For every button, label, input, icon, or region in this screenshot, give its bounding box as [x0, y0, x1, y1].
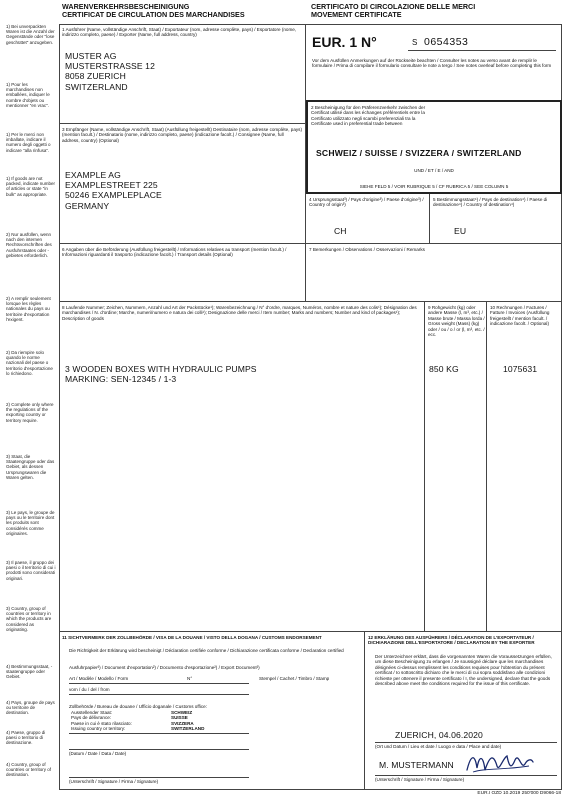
- side-note: 3) Il paese, il gruppo dei paesi o il territorio di cui i prodotti sono considerati originari.: [6, 560, 56, 581]
- consignee-value: EXAMPLE AG EXAMPLESTREET 225 50246 EXAMPLEPLACE GERMANY: [65, 170, 162, 211]
- eur-number-prefix: S: [412, 38, 418, 47]
- side-note: 2) Da riempire solo quando le norme nazionali del paese o territorio d'esportazione lo richiedono.: [6, 350, 53, 376]
- destination-label: 5 Bestimmungsstaat⁴) / Pays de destination⁴) / Paese di destinazione⁴) / Country of destination⁴): [433, 197, 548, 208]
- box-exporter-declaration: [365, 632, 562, 790]
- customs-office-line: [69, 733, 249, 734]
- box-remarks: [306, 244, 562, 302]
- declaration-signature-line: [375, 775, 557, 776]
- preferential-and: UND / ET / E / AND: [414, 168, 454, 173]
- box-exporter: [59, 24, 306, 124]
- customs-export-doc: Ausfuhrpapier²) / Document d'exportation²) / Documento d'esportazione²) / Export Document²): [69, 665, 260, 670]
- customs-office: Zollbehörde / Bureau de douane / Ufficio doganale / Customs office:: [69, 704, 207, 709]
- eur-note: Vor dem Ausfüllen Anmerkungen auf der Rückseite beachten / Consulter les notes au verso avant de remplir le formulaire / Prima di compilare il formulario consultare le note a tergo / See notes overleaf before completing this form: [312, 58, 552, 69]
- side-note: 2) A remplir seulement lorsque les règles nationales du pays ou territoire d'exportation l'exigent.: [6, 296, 51, 322]
- box-gross-weight: [425, 302, 487, 632]
- declaration-place-line: [375, 742, 557, 743]
- customs-date-label: (Datum / Date / Data / Date): [69, 751, 127, 756]
- header-left-title: WARENVERKEHRSBESCHEINIGUNG CERTIFICAT DE CIRCULATION DES MARCHANDISES: [62, 2, 245, 19]
- invoices-value: 1075631: [503, 364, 538, 374]
- customs-issuing-values: SCHWEIZ SUISSE SVIZZERA SWITZERLAND: [171, 710, 205, 732]
- consignee-label: 3 Empfänger (Name, vollständige Anschrift, Staat) (Ausfüllung freigestellt) Destinataire (nom, adresse complète, pays) (mention facult.) / Destinatario (nome, indirizzo completo, paese) (indicazione facolt.) / Consignee (Name, full address, country) (Optional): [62, 127, 303, 143]
- customs-signature-label: (Unterschrift / Signature / Firma / Signature): [69, 779, 159, 784]
- box-invoices: [487, 302, 562, 632]
- side-note: 1) Pour les marchandises non emballées, indiquer le nombre d'objets ou mentionner "en vrac".: [6, 82, 50, 108]
- goods-label: 8 Laufende Nummer; Zeichen, Nummern, Anzahl und Art der Packstücke¹); Warenbezeichnung / N° d'ordre, marques, Numéros, nombre et nature des colis¹); Désignation des marchandises / N. d'ordine; Marche, numeri/numero e natura dei colli¹); Designazione delle merci / Item number; Marks and numbers; Number and kind of packages¹); Description of goods: [62, 305, 417, 321]
- customs-form: Art / Modèle / Modello / Form: [69, 676, 129, 681]
- preferential-value: SCHWEIZ / SUISSE / SVIZZERA / SWITZERLAND: [316, 148, 522, 158]
- customs-issuing-labels: Ausstellender Staat: Pays de délivrance: Paese in cui è stato rilasciato: Issuing country or territory:: [71, 710, 132, 732]
- preferential-footer: SIEHE FELD 5 / VOIR RUBRIQUE 5 / CF RUBRICA 5 / SEE COLUMN 5: [359, 184, 509, 189]
- exporter-value: MUSTER AG MUSTERSTRASSE 12 8058 ZUERICH SWITZERLAND: [65, 51, 155, 92]
- side-note: 4) Country, group of countries or territory of destination.: [6, 762, 52, 778]
- customs-text: Die Richtigkeit der Erklärung wird bescheinigt / Déclaration certifiée conforme / Dichiarazione certificata conforme / Declaration certified: [69, 648, 344, 653]
- footer-code: EUR.I OZD 10.2019 250'000 D9066-18: [477, 791, 561, 796]
- gross-weight-label: 9 Rohgewicht (kg) oder andere Masse (l, m³, etc.) / Masse brute / Massa lorda / Gross weight (Mass) (kg) oder / ou / o / or (l, m³, etc. / ecc.: [428, 305, 485, 338]
- side-note: 1) If goods are not packed, indicate number of articles or state "in bulk" as appropriate.: [6, 176, 56, 197]
- declaration-place-label: (Ort und Datum / Lieu et date / Luogo e data / Place and date): [375, 744, 502, 749]
- side-note: 1) Bei unverpackten Waren ist die Anzahl der Gegenstände oder "lose geschüttet" anzugeben.: [6, 24, 55, 45]
- box-transport: [59, 244, 306, 302]
- origin-label: 4 Ursprungsstaat³) / Pays d'origine³) / Paese d'origine³) / Country of origin³): [309, 197, 424, 208]
- customs-stamp: Stempel / Cachet / Timbro / Stamp: [259, 676, 330, 681]
- box-customs-endorsement: [59, 632, 365, 790]
- side-note: 1) Per le merci non imballate, indicare il numero degli oggetti o indicare "alla rinfusa".: [6, 132, 51, 153]
- box-country-origin: [306, 194, 430, 244]
- declaration-place-date: ZUERICH, 04.06.2020: [395, 730, 483, 740]
- declaration-signer: M. MUSTERMANN: [379, 760, 454, 770]
- goods-value: 3 WOODEN BOXES WITH HYDRAULIC PUMPS MARKING: SEN-12345 / 1-3: [65, 364, 257, 385]
- customs-form-line: [69, 683, 249, 684]
- customs-from-line: [69, 694, 249, 695]
- box-country-destination: [430, 194, 562, 244]
- preferential-label: 2 Bescheinigung für den Präferenzverkehr zwischen der Certificat utilisé dans les échanges préférentiels entre la Certificato utilizzato negli scambi preferenziali tra la Certificate used in preferential trade between: [311, 105, 426, 127]
- box-goods: [59, 302, 425, 632]
- header-right-title: CERTIFICATO DI CIRCOLAZIONE DELLE MERCI MOVEMENT CERTIFICATE: [311, 2, 476, 19]
- customs-date-line: [69, 749, 249, 750]
- eur-title: EUR. 1 N°: [312, 34, 377, 50]
- side-note: 3) Staat, die Staatengruppe oder das Gebiet, als dessen Ursprungswaren die Waren gelten.: [6, 454, 55, 480]
- declaration-text: Der Unterzeichner erklärt, dass die vorgenannten Waren die Voraussetzungen erfüllen, um diese Bescheinigung zu erlangen / Je soussigné déclare que les marchandises désignées ci-dessus remplissent les conditions requises pour l'obtention du présent certificat / Io sottoscritto dichiaro che le merci di cui sopra soddisfano alle condizioni richieste per ottenere il presente certificato / I, the undersigned, declare that the goods described above meet the conditions required for the issue of this certificate.: [375, 654, 552, 687]
- customs-label: 11 SICHTVERMERK DER ZOLLBEHÖRDE / VISA DE LA DOUANE / VISTO DELLA DOGANA / CUSTOMS ENDORSEMENT: [62, 635, 322, 640]
- exporter-label: 1 Ausführer (Name, vollständige Anschrift, Staat) / Exportateur (nom, adresse complète, pays) / Esportatore (nome, indirizzo completo, paese) / Exporter (Name, full address, country): [62, 27, 297, 38]
- side-note: 2) Nur ausfüllen, wenn nach den internen Rechtsvorschriften des Ausfuhrstaates oder -gebietes erforderlich.: [6, 232, 52, 258]
- destination-value: EU: [454, 226, 467, 236]
- declaration-label: 12 ERKLÄRUNG DES AUSFÜHRERS / DÉCLARATION DE L'EXPORTATEUR / DICHIARAZIONE DELL'ESPORTATORE / DECLARATION BY THE EXPORTER: [368, 635, 535, 646]
- side-note: 3) Le pays, le groupe de pays ou le territoire dont les produits sont considérés comme originaires.: [6, 510, 55, 536]
- handwritten-signature: [465, 748, 535, 776]
- invoices-label: 10 Rechnungen / Factures / Fatture / Invoices (Ausfüllung freigestellt / mention facult. / indicazione facolt. / Optional): [490, 305, 550, 327]
- customs-from: vom / du / del / from: [69, 687, 110, 692]
- customs-no: N°: [187, 676, 193, 681]
- side-note: 4) Pays, groupe de pays ou territoire de destination.: [6, 700, 55, 716]
- transport-label: 6 Angaben über die Beförderung (Ausfüllung freigestellt) / Informations relatives au transport (mention facult.) / Informazioni riguardanti il trasporto (indicazione facolt.) / Transport details (Optional): [62, 247, 287, 258]
- side-note: 4) Bestimmungsstaat, -staatengruppe oder Gebiet.: [6, 664, 53, 680]
- origin-value: CH: [334, 226, 347, 236]
- gross-weight-value: 850 KG: [429, 364, 459, 374]
- declaration-signature-label: (Unterschrift / Signature / Firma / Signature): [375, 777, 465, 782]
- box-preferential-trade: [306, 100, 562, 194]
- customs-signature-line: [69, 777, 249, 778]
- remarks-label: 7 Bemerkungen / Observations / Osservazioni / Remarks: [309, 247, 425, 252]
- side-note: 4) Paese, gruppo di paesi o territorio di destinazione.: [6, 730, 46, 746]
- eur-number: 0654353: [424, 36, 469, 48]
- side-note: 2) Complete only where the regulations of the exporting country or territory require.: [6, 402, 54, 423]
- box-consignee: [59, 124, 306, 244]
- side-notes: [6, 24, 56, 794]
- eur-number-line: [408, 50, 556, 51]
- side-note: 3) Country, group of countries or territory in which the products are considered as originating.: [6, 606, 52, 632]
- eur-header: [306, 24, 562, 82]
